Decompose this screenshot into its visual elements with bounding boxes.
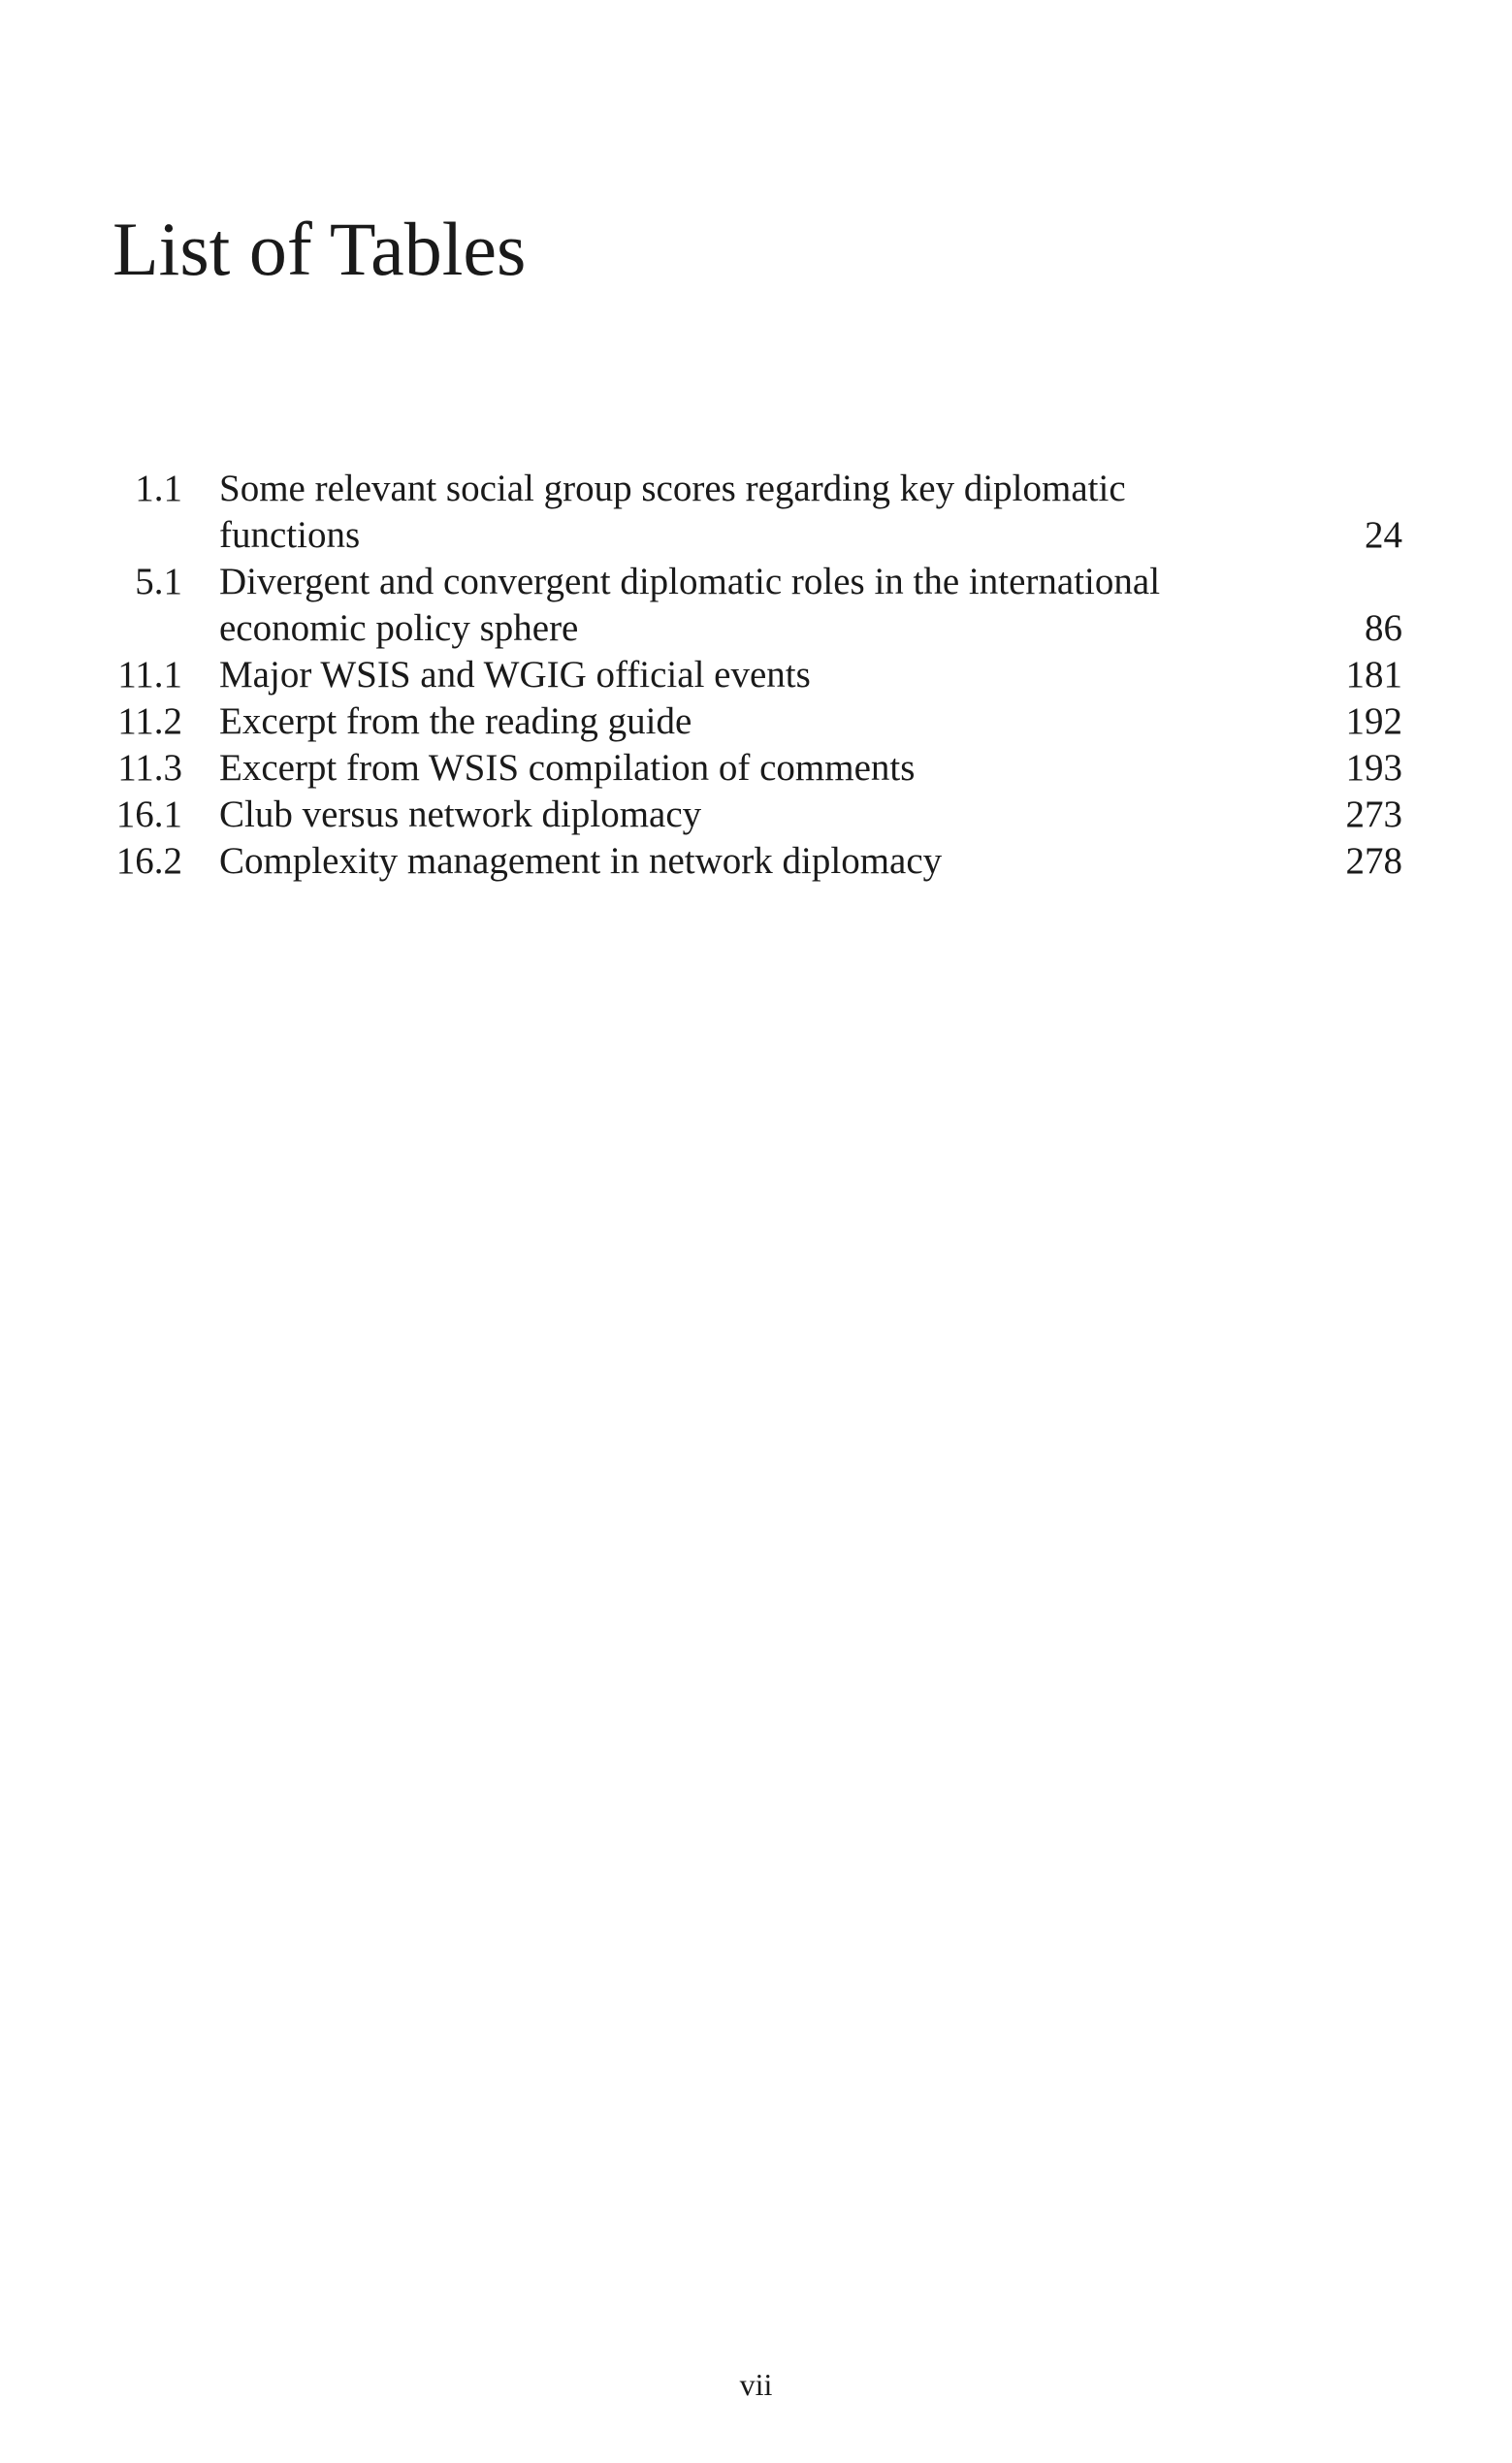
table-title: Excerpt from WSIS compilation of comments: [219, 747, 916, 789]
toc-entry-5-1: [113, 559, 1402, 652]
page-title: List of Tables: [113, 207, 527, 291]
toc-entry-1-1: [113, 466, 1402, 559]
table-number: 11.3: [117, 747, 182, 789]
table-number: 16.1: [115, 794, 182, 835]
page-number: 24: [1365, 514, 1402, 556]
table-title: Some relevant social group scores regarding key diplomatic functions: [219, 468, 1126, 556]
page-number: 86: [1365, 607, 1402, 649]
table-number: 16.2: [115, 840, 182, 882]
table-title: Excerpt from the reading guide: [219, 700, 692, 742]
table-number: 11.2: [117, 700, 182, 742]
page-number: 192: [1345, 700, 1402, 742]
table-title: Complexity management in network diplomacy: [219, 840, 943, 882]
page-number: 181: [1345, 654, 1402, 696]
page-folio: vii: [739, 2367, 773, 2402]
table-number: 1.1: [135, 468, 182, 509]
table-number: 5.1: [135, 561, 182, 602]
toc-entry-16-2: [113, 838, 1402, 885]
table-title: Club versus network diplomacy: [219, 794, 702, 835]
table-number: 11.1: [117, 654, 182, 696]
page-number: 193: [1345, 747, 1402, 789]
list-of-tables: [113, 466, 1402, 885]
toc-entry-11-1: [113, 652, 1402, 698]
table-title: Major WSIS and WGIG official events: [219, 654, 811, 696]
page-number: 278: [1345, 840, 1402, 882]
toc-entry-11-3: [113, 745, 1402, 792]
table-title: Divergent and convergent diplomatic roles in the international economic policy sphere: [219, 561, 1161, 649]
page-number: 273: [1345, 794, 1402, 835]
toc-entry-16-1: [113, 792, 1402, 838]
toc-entry-11-2: [113, 698, 1402, 745]
